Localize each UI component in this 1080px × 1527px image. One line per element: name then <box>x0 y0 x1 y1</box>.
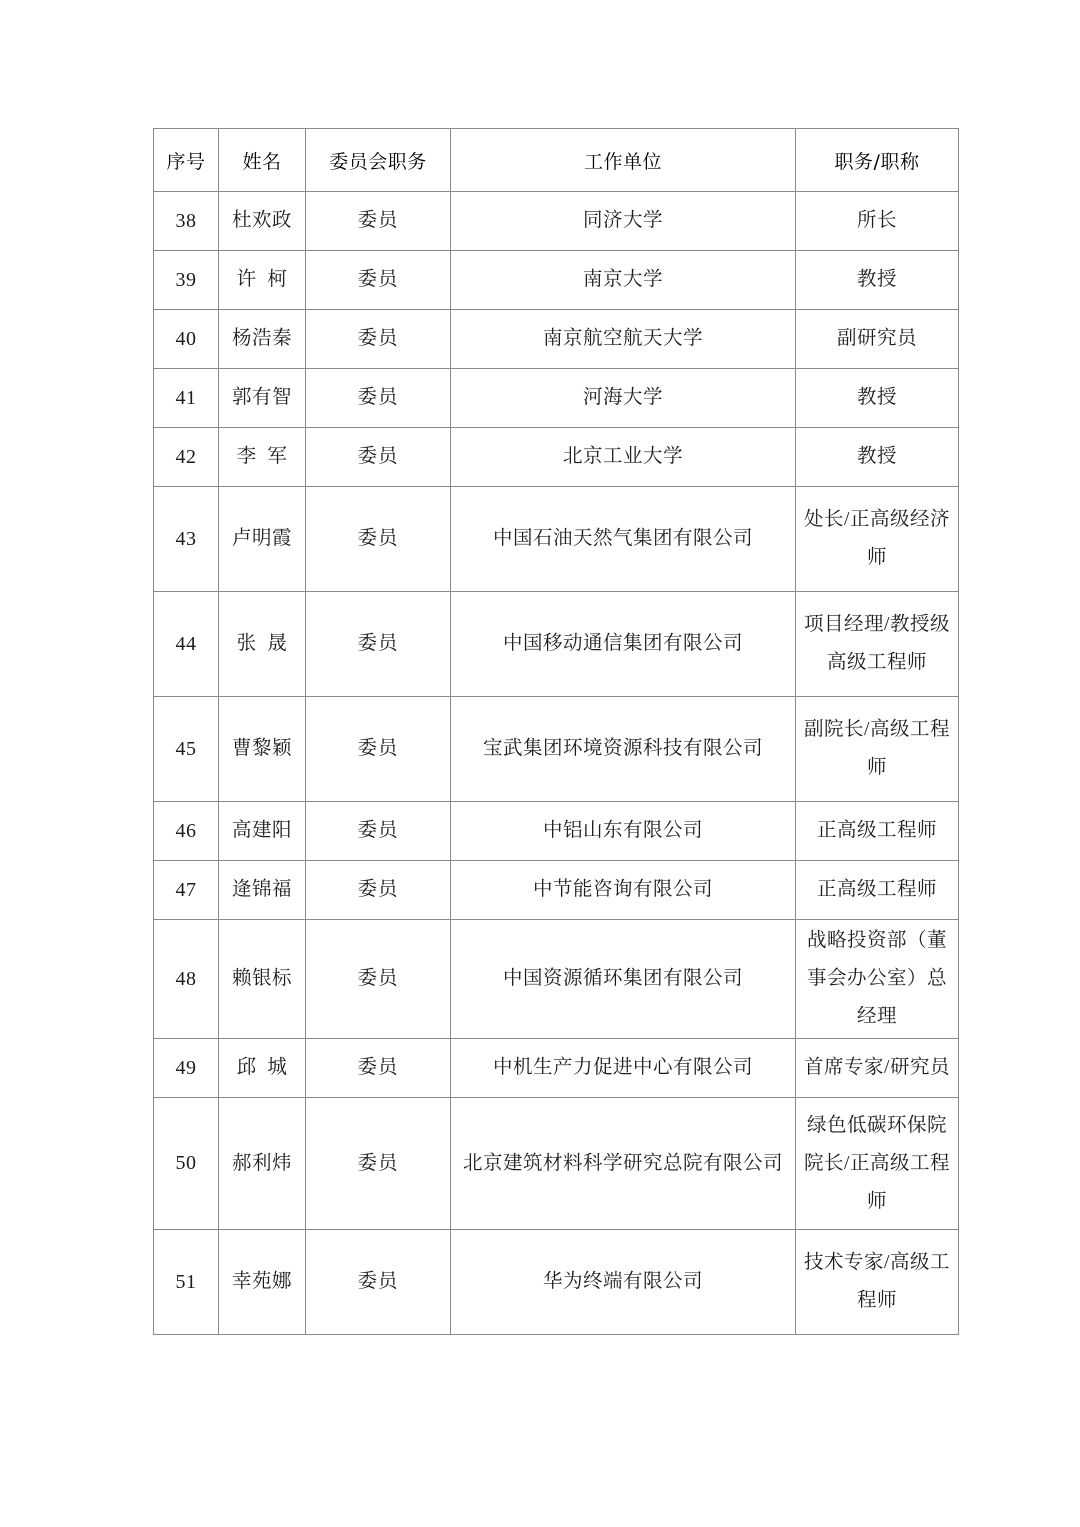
table-row <box>154 1230 959 1335</box>
cell-position-title: 副院长/高级工程师 <box>796 697 959 802</box>
cell-committee-role: 委员 <box>306 1039 451 1098</box>
cell-sequence-number: 43 <box>154 487 219 592</box>
table-row <box>154 802 959 861</box>
cell-position-title: 技术专家/高级工程师 <box>796 1230 959 1335</box>
table-body <box>154 192 959 1335</box>
cell-position-title: 教授 <box>796 369 959 428</box>
column-header-seq: 序号 <box>154 129 219 192</box>
cell-sequence-number: 44 <box>154 592 219 697</box>
column-header-role: 委员会职务 <box>306 129 451 192</box>
cell-work-unit: 北京工业大学 <box>451 428 796 487</box>
table-row <box>154 428 959 487</box>
cell-member-name: 郭有智 <box>219 369 306 428</box>
table-row <box>154 192 959 251</box>
cell-work-unit: 宝武集团环境资源科技有限公司 <box>451 697 796 802</box>
cell-committee-role: 委员 <box>306 861 451 920</box>
cell-committee-role: 委员 <box>306 592 451 697</box>
table-header <box>154 129 959 192</box>
cell-work-unit: 河海大学 <box>451 369 796 428</box>
cell-work-unit: 北京建筑材料科学研究总院有限公司 <box>451 1098 796 1230</box>
cell-member-name: 赖银标 <box>219 920 306 1039</box>
cell-committee-role: 委员 <box>306 428 451 487</box>
cell-committee-role: 委员 <box>306 697 451 802</box>
cell-committee-role: 委员 <box>306 920 451 1039</box>
table-row <box>154 369 959 428</box>
cell-work-unit: 同济大学 <box>451 192 796 251</box>
cell-member-name: 幸苑娜 <box>219 1230 306 1335</box>
cell-member-name: 杨浩秦 <box>219 310 306 369</box>
cell-committee-role: 委员 <box>306 251 451 310</box>
table-row <box>154 487 959 592</box>
cell-position-title: 正高级工程师 <box>796 861 959 920</box>
table-row <box>154 251 959 310</box>
cell-committee-role: 委员 <box>306 369 451 428</box>
cell-sequence-number: 41 <box>154 369 219 428</box>
cell-sequence-number: 48 <box>154 920 219 1039</box>
cell-position-title: 首席专家/研究员 <box>796 1039 959 1098</box>
cell-work-unit: 南京航空航天大学 <box>451 310 796 369</box>
table-row <box>154 1039 959 1098</box>
table-header-row <box>154 129 959 192</box>
cell-member-name: 曹黎颖 <box>219 697 306 802</box>
cell-position-title: 正高级工程师 <box>796 802 959 861</box>
cell-work-unit: 华为终端有限公司 <box>451 1230 796 1335</box>
cell-position-title: 教授 <box>796 251 959 310</box>
cell-sequence-number: 42 <box>154 428 219 487</box>
cell-committee-role: 委员 <box>306 310 451 369</box>
cell-position-title: 战略投资部（董事会办公室）总经理 <box>796 920 959 1039</box>
cell-work-unit: 南京大学 <box>451 251 796 310</box>
table-row <box>154 861 959 920</box>
committee-roster-table <box>153 128 959 1335</box>
cell-committee-role: 委员 <box>306 1098 451 1230</box>
cell-sequence-number: 39 <box>154 251 219 310</box>
table-row <box>154 920 959 1039</box>
cell-work-unit: 中国资源循环集团有限公司 <box>451 920 796 1039</box>
cell-member-name: 李 军 <box>219 428 306 487</box>
cell-sequence-number: 46 <box>154 802 219 861</box>
cell-work-unit: 中铝山东有限公司 <box>451 802 796 861</box>
cell-member-name: 许 柯 <box>219 251 306 310</box>
table-row <box>154 310 959 369</box>
cell-sequence-number: 49 <box>154 1039 219 1098</box>
cell-position-title: 所长 <box>796 192 959 251</box>
cell-sequence-number: 50 <box>154 1098 219 1230</box>
roster-table-container <box>153 128 958 1335</box>
cell-member-name: 杜欢政 <box>219 192 306 251</box>
cell-committee-role: 委员 <box>306 487 451 592</box>
cell-member-name: 卢明霞 <box>219 487 306 592</box>
cell-committee-role: 委员 <box>306 802 451 861</box>
cell-position-title: 绿色低碳环保院院长/正高级工程师 <box>796 1098 959 1230</box>
cell-member-name: 郝利炜 <box>219 1098 306 1230</box>
cell-committee-role: 委员 <box>306 192 451 251</box>
cell-sequence-number: 38 <box>154 192 219 251</box>
column-header-org: 工作单位 <box>451 129 796 192</box>
cell-work-unit: 中节能咨询有限公司 <box>451 861 796 920</box>
column-header-title: 职务/职称 <box>796 129 959 192</box>
cell-member-name: 邱 城 <box>219 1039 306 1098</box>
cell-member-name: 逄锦福 <box>219 861 306 920</box>
cell-sequence-number: 40 <box>154 310 219 369</box>
cell-sequence-number: 51 <box>154 1230 219 1335</box>
cell-work-unit: 中国石油天然气集团有限公司 <box>451 487 796 592</box>
cell-work-unit: 中机生产力促进中心有限公司 <box>451 1039 796 1098</box>
column-header-name: 姓名 <box>219 129 306 192</box>
cell-sequence-number: 47 <box>154 861 219 920</box>
cell-position-title: 处长/正高级经济师 <box>796 487 959 592</box>
cell-member-name: 张 晟 <box>219 592 306 697</box>
cell-committee-role: 委员 <box>306 1230 451 1335</box>
cell-sequence-number: 45 <box>154 697 219 802</box>
cell-position-title: 教授 <box>796 428 959 487</box>
table-row <box>154 1098 959 1230</box>
table-row <box>154 697 959 802</box>
cell-member-name: 高建阳 <box>219 802 306 861</box>
cell-work-unit: 中国移动通信集团有限公司 <box>451 592 796 697</box>
cell-position-title: 副研究员 <box>796 310 959 369</box>
cell-position-title: 项目经理/教授级高级工程师 <box>796 592 959 697</box>
table-row <box>154 592 959 697</box>
